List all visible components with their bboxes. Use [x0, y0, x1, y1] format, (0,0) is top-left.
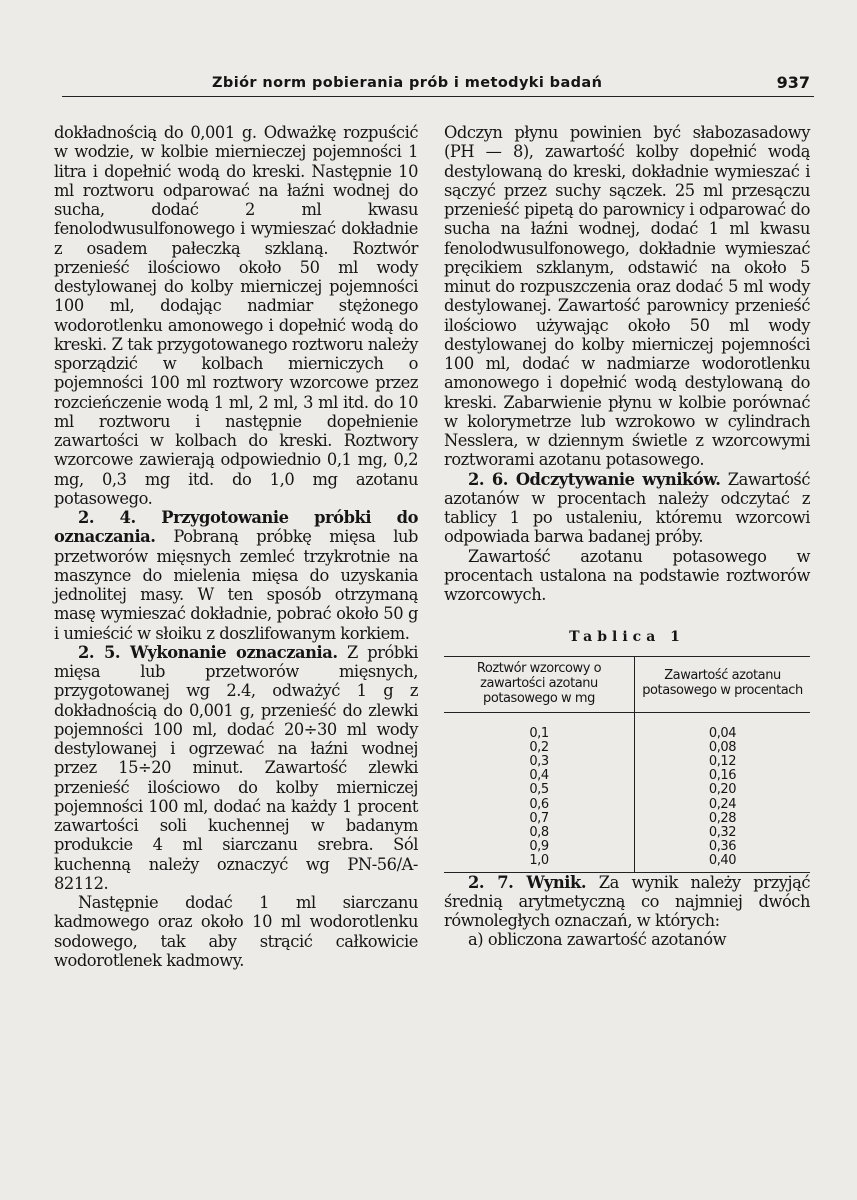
table-cell-mg: 0,2 [444, 741, 635, 755]
table-row [444, 812, 810, 826]
table-row [444, 769, 810, 783]
table-cell-percent: 0,12 [708, 753, 737, 769]
header-title: Zbiór norm pobierania prób i metodyki badań [212, 75, 603, 91]
section-2-7 [444, 873, 810, 931]
section-2-4-heading: 2. 4. Przygotowanie próbki do oznaczania. [54, 508, 418, 547]
table-row [444, 755, 810, 769]
table-cell-percent: 0,08 [708, 739, 737, 755]
table-row [444, 826, 810, 840]
table-cell-mg: 0,9 [444, 840, 635, 854]
table-cell-percent: 0,24 [708, 796, 737, 812]
table-row [444, 741, 810, 755]
table-caption: Tablica 1 [569, 629, 685, 646]
table-cell-mg: 0,6 [444, 798, 635, 812]
section-2-6 [444, 470, 810, 547]
table-cell-percent: 0,04 [708, 725, 737, 741]
table-header-col2: Zawartość azotanu potasowego w procentach [635, 656, 811, 712]
section-2-5-text: Z próbki mięsa lub przetworów mięsnych, przygotowanej wg 2.4, odważyć 1 g z dokładnością do 0,001 g, przenieść do zlewki pojemności 100 ml, dodać 20÷30 ml wody destylowanej i ogrzewać na łaźni wodnej przez 15÷20 minut. Zawartość zlewki przenieść ilościowo do kolby mierniczej pojemności 100 ml, dodać na każdy 1 procent zawartości soli kuchennej w badanym produkcie 4 ml siarczanu srebra. Sól kuchenną należy oznaczyć wg PN-56/A-82112. [54, 642, 418, 893]
table-cell-percent: 0,20 [708, 782, 737, 798]
paragraph-reaction: Odczyn płynu powinien być słabozasadowy (PH — 8), zawartość kolby dopełnić wodą destylowaną do kreski, dokładnie wymieszać i sączyć przez suchy sączek. 25 ml przesączu przenieść pipetą do parownicy i odparować do sucha na łaźni wodnej, dodać 1 ml kwasu fenolodwusulfonowego, dokładnie wymieszać pręcikiem szklanym, odstawić na około 5 minut do rozpuszczenia oraz dodać 5 ml wody destylowanej. Zawartość parownicy przenieść ilościowo używając około 50 ml wody destylowanej do kolby mierniczej pojemności 100 ml, dodać w nadmiarze wodorotlenku amonowego i dopełnić wodą destylowaną do kreski. Zabarwienie płynu w kolbie porównać w kolorymetrze lub wzrokowo w cylindrach Nesslera, w dziennym świetle z wzorcowymi roztworami azotanu potasowego. [444, 123, 810, 470]
paragraph-potassium-nitrate-content: Zawartość azotanu potasowego w procentach ustalona na podstawie roztworów wzorcowych. [444, 546, 810, 604]
table-row [444, 712, 810, 741]
table-cell-mg: 0,4 [444, 769, 635, 783]
page-number: 937 [776, 73, 810, 92]
table-row [444, 854, 810, 872]
paragraph-cadmium-sulfate: Następnie dodać 1 ml siarczanu kadmowego oraz około 10 ml wodorotlenku sodowego, tak aby strącić całkowicie wodorotlenek kadmowy. [54, 893, 418, 970]
section-2-7-heading: 2. 7. Wynik. [468, 872, 587, 892]
section-2-6-text: Zawartość azotanów w procentach należy odczytać z tablicy 1 po ustaleniu, któremu wzorcowi odpowiada barwa badanej próby. [444, 469, 810, 547]
table-row [444, 840, 810, 854]
section-2-7-text: Za wynik należy przyjąć średnią arytmetyczną co najmniej dwóch równoległych oznaczań, w których: [444, 872, 810, 931]
table-header-col1: Roztwór wzorcowy o zawartości azotanu potasowego w mg [444, 656, 635, 712]
section-2-4 [54, 508, 418, 643]
table-cell-mg: 0,8 [444, 826, 635, 840]
table-cell-mg: 0,5 [444, 783, 635, 797]
section-2-5 [54, 643, 418, 893]
table-cell-mg: 0,3 [444, 755, 635, 769]
table-header-row [444, 656, 810, 712]
table-cell-percent: 0,32 [708, 824, 737, 840]
section-2-7-item-a: a) obliczona zawartość azotanów [468, 930, 727, 950]
table-cell-mg: 0,1 [444, 712, 635, 741]
running-header [62, 72, 814, 97]
table-cell-percent: 0,28 [708, 810, 737, 826]
table-1 [444, 656, 810, 873]
section-2-6-heading: 2. 6. Odczytywanie wyników. [468, 469, 721, 489]
table-cell-percent: 0,40 [635, 854, 811, 872]
table-cell-mg: 0,7 [444, 812, 635, 826]
table-cell-percent: 0,16 [708, 768, 737, 784]
paragraph-standard-solutions: dokładnością do 0,001 g. Odważkę rozpuścić w wodzie, w kolbie miernieczej pojemności 1 litra i dopełnić wodą do kreski. Następnie 10 ml roztworu odparować na łaźni wodnej do sucha, dodać 2 ml kwasu fenolodwusulfonowego i wymieszać dokładnie z osadem pałeczką szklaną. Roztwór przenieść ilościowo około 50 ml wody destylowanej do kolby mierniczej pojemności 100 ml, dodając nadmiar stężonego wodorotlenku amonowego i dopełnić wodą do kreski. Z tak przygotowanego roztworu należy sporządzić w kolbach mierniczych o pojemności 100 ml roztwory wzorcowe przez rozcieńczenie wodą 1 ml, 2 ml, 3 ml itd. do 10 ml roztworu i następnie dopełnienie zawartości w kolbach do kreski. Roztwory wzorcowe zawierają odpowiednio 0,1 mg, 0,2 mg, 0,3 mg itd. do 1,0 mg azotanu potasowego. [54, 123, 418, 508]
left-column [54, 123, 418, 970]
table-cell-mg: 1,0 [444, 854, 635, 872]
table-row [444, 783, 810, 797]
table-row [444, 798, 810, 812]
table-cell-percent: 0,36 [708, 839, 737, 855]
section-2-4-text: Pobraną próbkę mięsa lub przetworów mięsnych zemleć trzykrotnie na maszynce do mielenia mięsa do uzyskania jednolitej masy. W ten sposób otrzymaną masę wymieszać dokładnie, pobrać około 50 g i umieścić w słoiku z doszlifowanym korkiem. [54, 527, 418, 643]
section-2-5-heading: 2. 5. Wykonanie oznaczania. [78, 642, 338, 662]
right-column [444, 123, 810, 950]
